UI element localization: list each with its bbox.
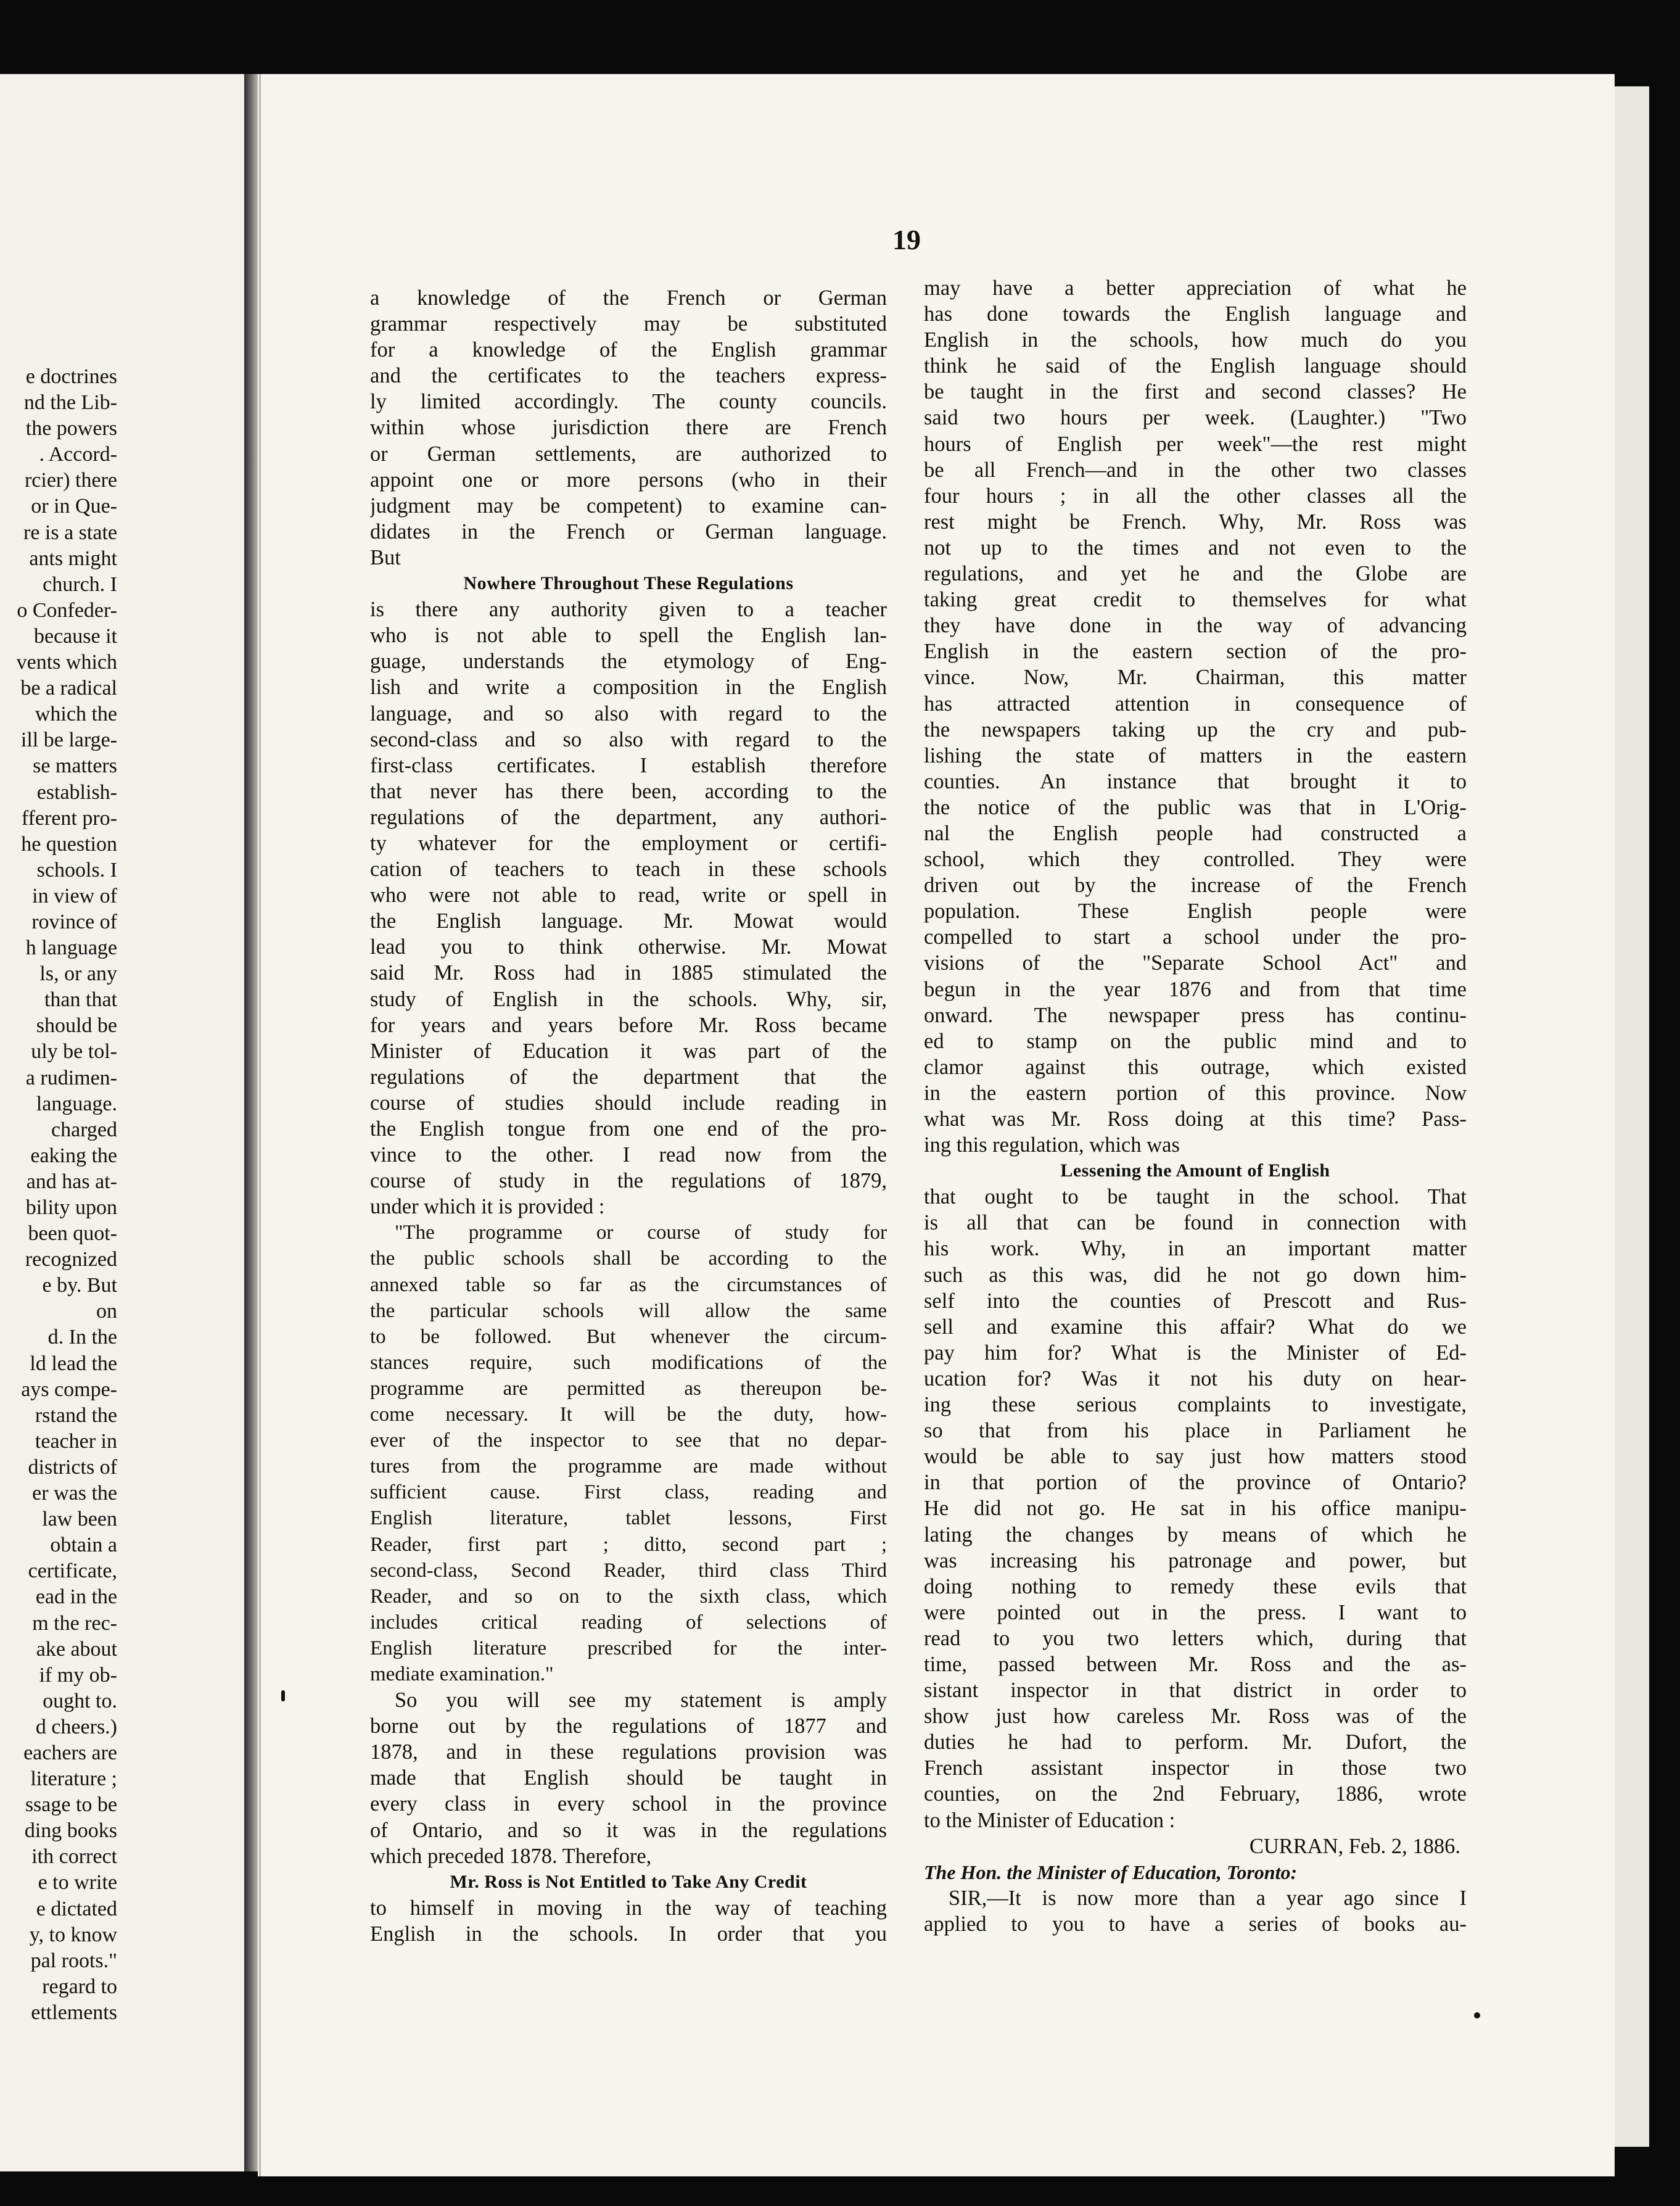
text-line: English in the schools, how much do you (924, 328, 1467, 352)
text-line: ty whatever for the employment or certifi- (370, 831, 887, 855)
text-line: which the (35, 703, 117, 726)
text-line: should be (36, 1014, 117, 1038)
text-line: regulations of the department, any authori- (370, 805, 887, 829)
text-line: He did not go. He sat in his office manipu- (924, 1497, 1467, 1521)
text-line: his work. Why, in an important matter (924, 1237, 1467, 1261)
text-line: said two hours per week. (Laughter.) "Two (924, 406, 1467, 430)
left-column (370, 285, 887, 1947)
text-line: rstand the (35, 1403, 117, 1427)
text-line: ed to stamp on the public mind and to (924, 1029, 1467, 1053)
text-line: ld lead the (30, 1352, 117, 1375)
text-line: English in the eastern section of the pro- (924, 640, 1467, 664)
text-line: So you will see my statement is amply (395, 1688, 887, 1712)
text-line: a rudimen- (25, 1066, 117, 1089)
text-line: may have a better appreciation of what he (924, 276, 1467, 300)
text-line: is there any authority given to a teacher (370, 598, 887, 622)
text-line: to the Minister of Education : (924, 1808, 1176, 1832)
text-line: guage, understands the etymology of Eng- (370, 650, 887, 674)
text-line: rest might be French. Why, Mr. Ross was (924, 510, 1467, 534)
text-line: districts of (28, 1455, 117, 1479)
right-page-edge (1615, 86, 1649, 2147)
section-heading: Nowhere Throughout These Regulations (463, 573, 794, 594)
text-line: h language (25, 936, 117, 960)
text-line: certificate, (28, 1559, 117, 1583)
letter-line: applied to you to have a series of books au- (924, 1912, 1467, 1936)
ink-dot (1474, 2012, 1480, 2018)
text-line: teacher in (35, 1429, 117, 1453)
text-line: under which it is provided : (370, 1195, 605, 1219)
text-line: judgment may be competent) to examine can- (370, 494, 887, 518)
text-line: law been (42, 1508, 117, 1531)
quote-line: English literature, tablet lessons, First (370, 1507, 887, 1530)
page-edge (259, 74, 261, 2176)
text-line: borne out by the regulations of 1877 and (370, 1714, 887, 1738)
text-line: ith correct (31, 1845, 117, 1869)
text-line: regard to (42, 1975, 117, 1998)
text-line: But (370, 545, 401, 569)
text-line: because it (34, 624, 117, 648)
text-line: course of studies should include reading in (370, 1091, 887, 1115)
text-line: church. I (43, 572, 117, 596)
text-line: begun in the year 1876 and from that time (924, 977, 1467, 1001)
text-line: who were not able to read, write or spell in (370, 883, 887, 907)
text-line: or in Que- (31, 495, 117, 518)
text-line: vince. Now, Mr. Chairman, this matter (924, 666, 1467, 690)
text-line: onward. The newspaper press has continu- (924, 1003, 1467, 1027)
text-line: o Confeder- (17, 598, 117, 622)
text-line: m the rec- (32, 1611, 117, 1635)
text-line: lish and write a composition in the English (370, 675, 887, 700)
quote-line: mediate examination." (370, 1663, 554, 1685)
text-line: fferent pro- (21, 806, 117, 830)
text-line: not up to the times and not even to the (924, 535, 1467, 560)
quote-line: Reader, first part ; ditto, second part ; (370, 1533, 887, 1556)
text-line: such as this was, did he not go down him- (924, 1263, 1467, 1287)
text-line: in that portion of the province of Ontario? (924, 1471, 1467, 1495)
text-line: taking great credit to themselves for what (924, 588, 1467, 612)
text-line: d. In the (47, 1326, 117, 1349)
text-line: obtain a (50, 1534, 117, 1557)
text-line: regulations, and yet he and the Globe are (924, 562, 1467, 586)
text-line: the English language. Mr. Mowat would (370, 909, 887, 933)
text-line: for a knowledge of the English grammar (370, 338, 887, 362)
text-line: pay him for? What is the Minister of Ed- (924, 1341, 1467, 1365)
text-line: ake about (36, 1637, 117, 1661)
text-line: be all French—and in the other two classes (924, 458, 1467, 482)
text-line: every class in every school in the province (370, 1792, 887, 1816)
quote-line: annexed table so far as the circumstances of (370, 1273, 887, 1296)
text-line: compelled to start a school under the pro- (924, 925, 1467, 949)
text-line: be a radical (20, 677, 117, 700)
letter-line: SIR,—It is now more than a year ago since I (949, 1886, 1467, 1910)
text-line: think he said of the English language should (924, 354, 1467, 378)
text-line: nd the Lib- (23, 391, 117, 415)
text-line: pal roots." (30, 1949, 117, 1972)
text-line: uly be tol- (31, 1040, 117, 1064)
quote-line: sufficient cause. First class, reading and (370, 1481, 887, 1504)
text-line: for years and years before Mr. Ross became (370, 1013, 887, 1037)
text-line: read to you two letters which, during that (924, 1626, 1467, 1650)
text-line: recognized (25, 1248, 117, 1271)
text-line: e to write (38, 1871, 117, 1894)
text-line: study of English in the schools. Why, sir, (370, 987, 887, 1011)
text-line: who is not able to spell the English lan- (370, 624, 887, 648)
text-line: vince to the other. I read now from the (370, 1143, 887, 1167)
quote-line: includes critical reading of selections of (370, 1611, 887, 1634)
text-line: self into the counties of Prescott and Rus- (924, 1289, 1467, 1313)
text-line: ill be large- (20, 729, 117, 752)
text-line: on (96, 1300, 117, 1323)
text-line: y, to know (29, 1923, 117, 1946)
text-line: didates in the French or German language. (370, 519, 887, 543)
text-line: in the eastern portion of this province. Now (924, 1081, 1467, 1105)
right-column (924, 275, 1467, 1937)
text-line: establish- (36, 780, 117, 804)
text-line: ding books (24, 1819, 117, 1843)
text-line: appoint one or more persons (who in their (370, 468, 887, 492)
text-line: charged (51, 1118, 117, 1141)
text-line: be taught in the first and second classes? He (924, 380, 1467, 404)
text-line: that never has there been, according to the (370, 779, 887, 803)
text-line: . Accord- (39, 443, 117, 466)
text-line: 1878, and in these regulations provision was (370, 1740, 887, 1764)
text-line: schools. I (36, 858, 117, 882)
text-line: ssage to be (25, 1793, 117, 1817)
text-line: the newspapers taking up the cry and pub- (924, 717, 1467, 742)
text-line: show just how careless Mr. Ross was of the (924, 1704, 1467, 1729)
text-line: ays compe- (21, 1378, 117, 1401)
text-line: re is a state (23, 521, 117, 544)
quote-line: "The programme or course of study for (395, 1221, 887, 1244)
text-line: ing these serious complaints to investigate, (924, 1393, 1467, 1417)
text-line: a knowledge of the French or German (370, 286, 887, 310)
text-line: eaking the (30, 1144, 117, 1167)
text-line: lating the changes by means of which he (924, 1522, 1467, 1547)
quote-line: come necessary. It will be the duty, how- (370, 1403, 887, 1426)
quote-line: Reader, and so on to the sixth class, which (370, 1585, 887, 1608)
text-line: ly limited accordingly. The county councils. (370, 390, 887, 414)
text-line: nal the English people had constructed a (924, 821, 1467, 845)
text-line: er was the (32, 1482, 117, 1505)
quote-line: tures from the programme are made without (370, 1455, 887, 1478)
text-line: in view of (32, 884, 117, 907)
text-line: lishing the state of matters in the eastern (924, 743, 1467, 767)
text-line: four hours ; in all the other classes all the (924, 484, 1467, 508)
text-line: rcier) there (24, 469, 117, 492)
text-line: which preceded 1878. Therefore, (370, 1844, 652, 1868)
text-line: ought to. (43, 1689, 117, 1712)
quote-line: English literature prescribed for the inter- (370, 1637, 887, 1659)
text-line: counties, on the 2nd February, 1886, wrote (924, 1782, 1467, 1806)
text-line: e by. But (42, 1274, 117, 1297)
text-line: language. (36, 1092, 117, 1115)
text-line: driven out by the increase of the French (924, 874, 1467, 898)
quote-line: the particular schools will allow the same (370, 1299, 887, 1322)
quote-line: programme are permitted as thereupon be- (370, 1377, 887, 1400)
text-line: so that from his place in Parliament he (924, 1419, 1467, 1443)
text-line: of Ontario, and so it was in the regulations (370, 1818, 887, 1842)
text-line: than that (44, 988, 117, 1012)
text-line: counties. An instance that brought it to (924, 769, 1467, 793)
text-line: ants might (29, 547, 117, 570)
text-line: has attracted attention in consequence of (924, 692, 1467, 716)
text-line: what was Mr. Ross doing at this time? Pass- (924, 1107, 1467, 1131)
text-line: ls, or any (39, 962, 117, 986)
text-line: ead in the (35, 1585, 117, 1609)
text-line: they have done in the way of advancing (924, 614, 1467, 638)
text-line: rovince of (31, 910, 117, 933)
text-line: doing nothing to remedy these evils that (924, 1574, 1467, 1598)
quote-line: second-class, Second Reader, third class Third (370, 1559, 887, 1582)
text-line: or German settlements, are authorized to (370, 442, 887, 466)
text-line: the English tongue from one end of the pro- (370, 1117, 887, 1141)
text-line: second-class and so also with regard to the (370, 727, 887, 751)
text-line: bility upon (25, 1196, 117, 1219)
text-line: visions of the "Separate School Act" and (924, 951, 1467, 975)
text-line: that ought to be taught in the school. That (924, 1185, 1467, 1209)
text-line: course of study in the regulations of 1879, (370, 1169, 887, 1193)
text-line: d cheers.) (35, 1715, 117, 1738)
text-line: se matters (33, 754, 117, 778)
text-line: sistant inspector in that district in order to (924, 1679, 1467, 1703)
text-line: eachers are (23, 1741, 117, 1764)
text-line: has done towards the English language and (924, 302, 1467, 326)
ink-mark (281, 1690, 285, 1701)
text-line: population. These English people were (924, 899, 1467, 923)
text-line: French assistant inspector in those two (924, 1756, 1467, 1780)
text-line: made that English should be taught in (370, 1766, 887, 1790)
text-line: he question (21, 832, 117, 856)
text-line: e doctrines (25, 365, 117, 388)
text-line: first-class certificates. I establish therefore (370, 753, 887, 777)
quote-line: stances require, such modifications of the (370, 1351, 887, 1374)
text-line: time, passed between Mr. Ross and the as- (924, 1652, 1467, 1676)
text-line: is all that can be found in connection with (924, 1211, 1467, 1235)
text-line: literature ; (30, 1767, 117, 1791)
text-line: ucation for? Was it not his duty on hear- (924, 1366, 1467, 1390)
text-line: was increasing his patronage and power, but (924, 1548, 1467, 1572)
text-line: cation of teachers to teach in these schools (370, 857, 887, 882)
left-page-text (0, 364, 117, 2026)
text-line: sell and examine this affair? What do we (924, 1315, 1467, 1339)
text-line: school, which they controlled. They were (924, 848, 1467, 872)
text-line: grammar respectively may be substituted (370, 312, 887, 336)
text-line: if my ob- (39, 1663, 117, 1687)
text-line: ettlements (31, 2001, 117, 2024)
text-line: within whose jurisdiction there are French (370, 416, 887, 440)
text-line: and the certificates to the teachers express- (370, 364, 887, 388)
text-line: ing this regulation, which was (924, 1133, 1180, 1157)
text-line: to himself in moving in the way of teaching (370, 1896, 887, 1920)
text-line: been quot- (28, 1222, 117, 1246)
text-line: duties he had to perform. Mr. Dufort, the (924, 1730, 1467, 1754)
letter-dateline: CURRAN, Feb. 2, 1886. (1249, 1834, 1460, 1858)
section-heading: Mr. Ross is Not Entitled to Take Any Credit (450, 1871, 807, 1892)
text-line: lead you to think otherwise. Mr. Mowat (370, 935, 887, 959)
letter-salutation: The Hon. the Minister of Education, Toronto: (924, 1861, 1298, 1883)
text-line: e dictated (36, 1897, 117, 1920)
text-line: clamor against this outrage, which existed (924, 1055, 1467, 1079)
quote-line: ever of the inspector to see that no depar- (370, 1429, 887, 1452)
text-line: would be able to say just how matters stood (924, 1445, 1467, 1469)
left-page (0, 74, 248, 2171)
text-line: hours of English per week"—the rest might (924, 432, 1467, 456)
quote-line: the public schools shall be according to the (370, 1247, 887, 1270)
text-line: said Mr. Ross had in 1885 stimulated the (370, 961, 887, 985)
text-line: the powers (25, 417, 117, 440)
page-number: 19 (892, 224, 921, 255)
quote-line: to be followed. But whenever the circum- (370, 1325, 887, 1348)
text-line: English in the schools. In order that you (370, 1922, 887, 1946)
text-line: the notice of the public was that in L'Orig- (924, 795, 1467, 819)
text-line: regulations of the department that the (370, 1065, 887, 1089)
text-line: were pointed out in the press. I want to (924, 1600, 1467, 1624)
text-line: Minister of Education it was part of the (370, 1039, 887, 1063)
text-line: vents which (16, 651, 117, 674)
text-line: and has at- (26, 1170, 117, 1193)
text-line: language, and so also with regard to the (370, 701, 887, 725)
section-heading: Lessening the Amount of English (1060, 1160, 1330, 1181)
